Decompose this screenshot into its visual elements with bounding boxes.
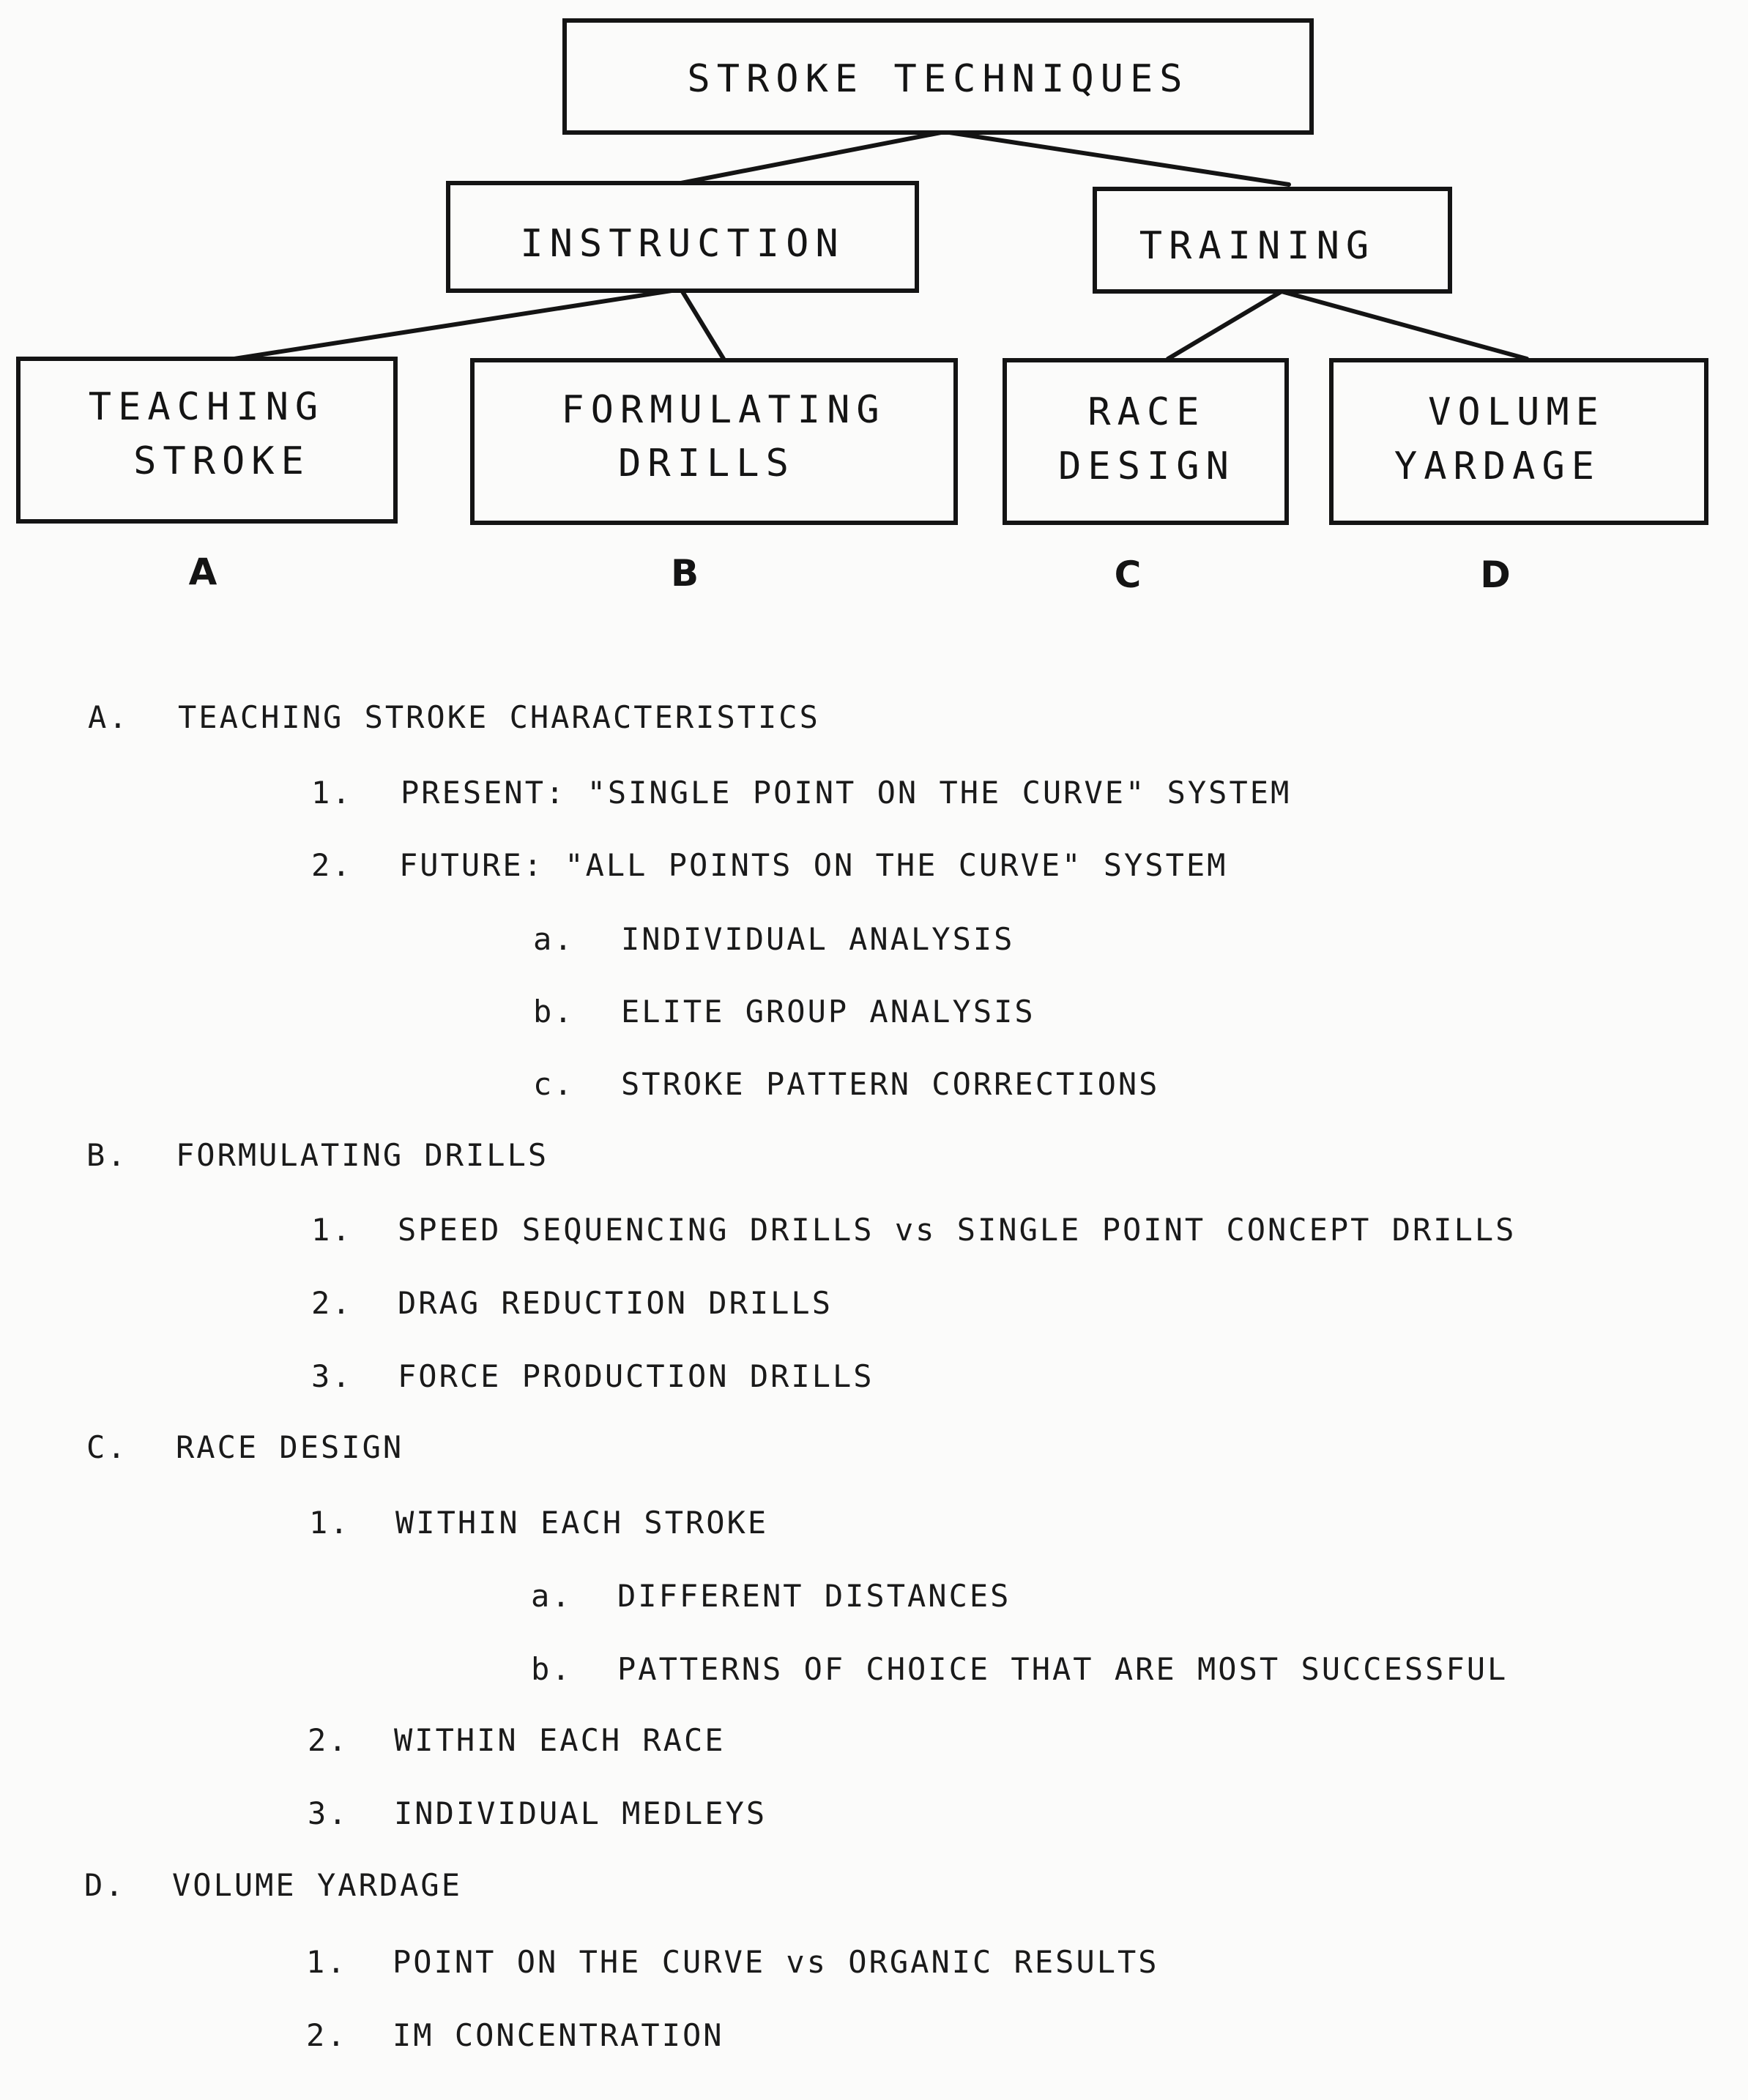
outline-section-a [88,699,820,736]
node-race-design-line1: RACE [1087,390,1206,434]
item-b3-marker: 3. [311,1358,353,1394]
item-b2-text: DRAG REDUCTION DRILLS [398,1285,833,1321]
node-training [1095,189,1450,291]
subitem-c1a-marker: a. [531,1578,573,1614]
section-b-title: FORMULATING DRILLS [176,1137,549,1173]
section-a-marker: A. [88,699,130,735]
node-stroke-techniques-label: STROKE TECHNIQUES [687,57,1189,101]
column-letter-d: D [1480,554,1511,596]
item-a2-text: FUTURE: "ALL POINTS ON THE CURVE" SYSTEM [399,847,1228,883]
item-c3-marker: 3. [308,1795,349,1831]
outline-subitem-a2a [533,921,1015,958]
subitem-a2a-marker: a. [533,921,575,957]
outline-subitem-a2c [533,1066,1160,1103]
section-a-title: TEACHING STROKE CHARACTERISTICS [178,699,820,735]
node-formulating-drills-line2: DRILLS [618,442,795,485]
node-formulating-drills-line1: FORMULATING [561,388,886,432]
outline-item-d1 [306,1944,1159,1981]
column-letter-c: C [1114,554,1142,596]
subitem-a2b-marker: b. [533,994,575,1029]
node-teaching-stroke-line1: TEACHING [88,385,325,429]
node-instruction [448,183,917,291]
node-instruction-label: INSTRUCTION [520,222,845,266]
subitem-a2a-text: INDIVIDUAL ANALYSIS [621,921,1015,957]
item-a2-marker: 2. [311,847,353,883]
outline-item-c3 [308,1795,767,1832]
hierarchy-diagram [0,0,1748,630]
item-c1-marker: 1. [309,1505,351,1541]
outline-item-a1 [311,775,1292,811]
node-stroke-techniques [565,21,1312,133]
connector-root-instruction [681,132,945,183]
node-formulating-drills [472,360,956,523]
column-letter-b: B [670,552,699,595]
node-teaching-stroke-line2: STROKE [133,439,310,483]
node-volume-yardage-line2: YARDAGE [1394,444,1602,488]
outline-subitem-c1a [531,1578,1011,1615]
connector-training-race [1168,291,1282,359]
subitem-a2b-text: ELITE GROUP ANALYSIS [621,994,1035,1029]
section-c-marker: C. [86,1429,128,1465]
connector-training-volume [1282,291,1527,359]
outline-subitem-c1b [531,1651,1509,1688]
subitem-a2c-text: STROKE PATTERN CORRECTIONS [621,1066,1160,1102]
outline-item-d2 [306,2017,724,2054]
section-d-marker: D. [84,1867,126,1903]
outline-section-d [84,1867,463,1904]
outline-item-b1 [311,1212,1517,1248]
subitem-c1b-marker: b. [531,1651,573,1687]
subitem-c1a-text: DIFFERENT DISTANCES [617,1578,1011,1614]
item-c3-text: INDIVIDUAL MEDLEYS [394,1795,767,1831]
outline-section-b [86,1137,549,1174]
section-d-title: VOLUME YARDAGE [172,1867,463,1903]
item-c2-marker: 2. [308,1722,349,1758]
node-training-label: TRAINING [1139,224,1376,268]
connector-root-training [945,132,1289,185]
section-b-marker: B. [86,1137,128,1173]
item-a1-marker: 1. [311,775,353,811]
outline-item-c2 [308,1722,726,1759]
node-race-design-line2: DESIGN [1058,444,1235,488]
node-volume-yardage-line1: VOLUME [1428,390,1605,434]
item-d2-text: IM CONCENTRATION [393,2017,724,2053]
connector-instruction-teaching [234,289,681,359]
node-teaching-stroke [18,359,395,521]
outline-item-c1 [309,1505,769,1541]
subitem-a2c-marker: c. [533,1066,575,1102]
item-a1-text: PRESENT: "SINGLE POINT ON THE CURVE" SYSTEM [401,775,1292,811]
item-d2-marker: 2. [306,2017,348,2053]
item-c1-text: WITHIN EACH STROKE [395,1505,769,1541]
column-letter-a: A [188,551,217,593]
item-b1-text: SPEED SEQUENCING DRILLS vs SINGLE POINT CONCEPT DRILLS [398,1212,1517,1248]
item-c2-text: WITHIN EACH RACE [394,1722,726,1758]
item-b3-text: FORCE PRODUCTION DRILLS [398,1358,874,1394]
outline-item-b3 [311,1358,874,1395]
node-race-design [1005,360,1287,523]
connector-instruction-formulating [681,289,724,359]
node-volume-yardage [1331,360,1706,523]
subitem-c1b-text: PATTERNS OF CHOICE THAT ARE MOST SUCCESSFUL [617,1651,1509,1687]
section-c-title: RACE DESIGN [176,1429,404,1465]
item-b2-marker: 2. [311,1285,353,1321]
outline-item-b2 [311,1285,833,1322]
outline-subitem-a2b [533,994,1035,1030]
outline-item-a2 [311,847,1228,884]
item-d1-marker: 1. [306,1944,348,1980]
item-b1-marker: 1. [311,1212,353,1248]
item-d1-text: POINT ON THE CURVE vs ORGANIC RESULTS [393,1944,1159,1980]
outline-section-c [86,1429,404,1466]
